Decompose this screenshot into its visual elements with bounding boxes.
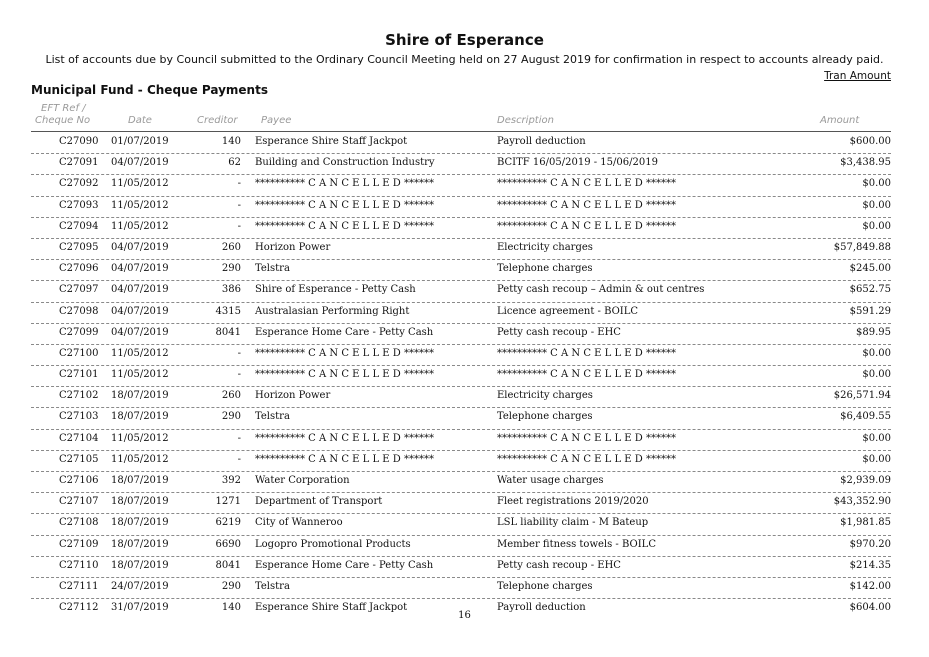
cheque-number: C27090 [59,136,99,147]
table-row [31,514,891,535]
payee-name: City of Wanneroo [255,517,343,529]
payment-description: ********** C A N C E L L E D ****** [497,347,676,359]
payment-description: Petty cash recoup - EHC [497,559,621,571]
table-row [31,493,891,514]
table-row [31,578,891,599]
table-row [31,387,891,408]
column-header-date: Date [128,115,152,126]
column-header-creditor: Creditor [197,115,238,126]
section-heading: Municipal Fund - Cheque Payments [31,83,268,97]
creditor-id: 290 [221,580,241,592]
payment-amount: $3,438.95 [840,157,891,169]
table-row [31,281,891,302]
table-row [31,239,891,260]
payment-amount: $591.29 [849,305,891,317]
table-row [31,175,891,196]
payment-date: 11/05/2012 [111,199,169,211]
payment-date: 04/07/2019 [111,326,169,338]
payment-amount: $26,571.94 [833,390,891,402]
cheque-number: C27104 [59,432,99,444]
table-row [31,536,891,557]
payee-name: ********** C A N C E L L E D ****** [255,178,434,190]
cheque-number: C27107 [59,496,99,508]
table-row [31,451,891,472]
creditor-id: - [237,199,241,211]
cheque-number: C27103 [59,411,99,423]
cheque-number: C27091 [59,157,99,169]
payment-amount: $57,849.88 [833,241,891,253]
payment-date: 18/07/2019 [111,475,169,486]
payment-date: 04/07/2019 [111,284,169,296]
column-header-amount: Amount [820,115,860,126]
document-title: Shire of Esperance [385,31,544,49]
cheque-number: C27094 [59,220,99,232]
payee-name: Logopro Promotional Products [255,538,411,550]
payee-name: Australasian Performing Right [255,305,410,317]
payment-date: 11/05/2012 [111,369,169,381]
payment-amount: $142.00 [849,580,891,592]
payment-amount: $6,409.55 [840,411,891,423]
payment-description: Telephone charges [497,263,593,275]
payment-date: 11/05/2012 [111,220,169,232]
creditor-id: - [237,453,241,465]
creditor-id: - [237,220,241,232]
payee-name: Horizon Power [255,390,331,402]
cheque-number: C27100 [59,347,99,359]
creditor-id: 8041 [215,559,241,571]
payment-date: 11/05/2012 [111,453,169,465]
payment-date: 18/07/2019 [111,517,169,529]
table-row [31,345,891,366]
payment-date: 04/07/2019 [111,305,169,317]
creditor-id: 6690 [215,538,241,550]
payment-date: 11/05/2012 [111,178,169,190]
payee-name: Telstra [255,263,290,275]
creditor-id: 62 [228,157,241,169]
table-row [31,154,891,175]
column-header-ref-line2: Cheque No [35,115,91,126]
payment-date: 11/05/2012 [111,432,169,444]
table-row [31,472,891,493]
payment-description: Telephone charges [497,580,593,592]
payment-amount: $600.00 [849,136,891,147]
payment-description: Electricity charges [497,241,593,253]
payee-name: Horizon Power [255,241,331,253]
creditor-id: 140 [221,136,241,147]
payment-description: BCITF 16/05/2019 - 15/06/2019 [497,157,658,169]
table-row [31,408,891,429]
payee-name: Esperance Home Care - Petty Cash [255,559,434,571]
creditor-id: - [237,178,241,190]
payment-description: LSL liability claim - M Bateup [497,517,649,529]
payment-amount: $89.95 [856,326,891,338]
payee-name: Shire of Esperance - Petty Cash [255,284,416,296]
table-row [31,366,891,387]
payment-amount: $0.00 [862,220,891,232]
payment-description: Petty cash recoup – Admin & out centres [497,284,705,296]
payee-name: Telstra [255,411,290,423]
creditor-id: 140 [221,602,241,614]
payment-date: 04/07/2019 [111,157,169,169]
creditor-id: - [237,369,241,381]
payment-date: 31/07/2019 [111,602,169,614]
payment-description: ********** C A N C E L L E D ****** [497,220,676,232]
payment-amount: $970.20 [849,538,891,550]
creditor-id: 392 [221,475,241,486]
payment-description: Licence agreement - BOILC [497,305,639,317]
payee-name: ********** C A N C E L L E D ****** [255,369,434,381]
payment-description: Petty cash recoup - EHC [497,326,621,338]
creditor-id: 260 [221,241,241,253]
payment-amount: $0.00 [862,369,891,381]
payment-description: ********** C A N C E L L E D ****** [497,369,676,381]
payment-amount: $0.00 [862,178,891,190]
payment-amount: $1,981.85 [840,517,891,529]
payment-description: Payroll deduction [497,136,586,147]
header-divider [31,131,891,132]
payment-date: 18/07/2019 [111,538,169,550]
payment-amount: $245.00 [849,263,891,275]
payment-amount: $0.00 [862,453,891,465]
payment-amount: $214.35 [849,559,891,571]
payment-description: ********** C A N C E L L E D ****** [497,432,676,444]
payee-name: ********** C A N C E L L E D ****** [255,347,434,359]
payment-date: 04/07/2019 [111,263,169,275]
column-header-description: Description [497,115,554,126]
creditor-id: 386 [221,284,241,296]
payment-description: ********** C A N C E L L E D ****** [497,453,676,465]
creditor-id: - [237,347,241,359]
payment-amount: $604.00 [849,602,891,614]
table-row [31,557,891,578]
payment-amount: $43,352.90 [833,496,891,508]
payment-amount: $2,939.09 [840,475,891,486]
payment-description: Water usage charges [497,475,604,486]
cheque-number: C27102 [59,390,99,402]
payment-date: 04/07/2019 [111,241,169,253]
cheque-number: C27093 [59,199,99,211]
table-row [31,260,891,281]
creditor-id: 6219 [215,517,241,529]
creditor-id: 1271 [215,496,241,508]
payment-description: Payroll deduction [497,602,586,614]
payment-date: 18/07/2019 [111,496,169,508]
cheque-number: C27099 [59,326,99,338]
payment-date: 18/07/2019 [111,411,169,423]
cheque-number: C27105 [59,453,99,465]
payee-name: ********** C A N C E L L E D ****** [255,199,434,211]
creditor-id: 290 [221,263,241,275]
payment-date: 18/07/2019 [111,390,169,402]
cheque-number: C27097 [59,284,99,296]
payee-name: ********** C A N C E L L E D ****** [255,432,434,444]
payment-description: ********** C A N C E L L E D ****** [497,178,676,190]
table-row [31,133,891,154]
tran-amount-label: Tran Amount [824,70,891,82]
document-subtitle: List of accounts due by Council submitted to the Ordinary Council Meeting held on 27 August 2019 for confirmation in respect to accounts already paid. [45,53,884,66]
cheque-number: C27098 [59,305,99,317]
payment-description: Fleet registrations 2019/2020 [497,496,649,508]
payment-date: 18/07/2019 [111,559,169,571]
cheque-number: C27111 [59,580,99,592]
payment-date: 01/07/2019 [111,136,169,147]
table-row [31,218,891,239]
payee-name: Esperance Home Care - Petty Cash [255,326,434,338]
page-number: 16 [458,610,471,621]
payment-description: Telephone charges [497,411,593,423]
payment-amount: $0.00 [862,347,891,359]
payment-description: Member fitness towels - BOILC [497,538,656,550]
creditor-id: 290 [221,411,241,423]
payment-amount: $0.00 [862,199,891,211]
creditor-id: 8041 [215,326,241,338]
cheque-number: C27106 [59,475,99,486]
column-header-payee: Payee [261,115,292,126]
table-row [31,197,891,218]
payee-name: Department of Transport [255,496,383,508]
payee-name: ********** C A N C E L L E D ****** [255,453,434,465]
creditor-id: - [237,432,241,444]
cheque-number: C27092 [59,178,99,190]
payment-description: Electricity charges [497,390,593,402]
column-header-ref-line1: EFT Ref / [41,103,86,114]
cheque-number: C27095 [59,241,99,253]
cheque-number: C27096 [59,263,99,275]
payee-name: Esperance Shire Staff Jackpot [255,602,408,614]
payment-description: ********** C A N C E L L E D ****** [497,199,676,211]
payee-name: Telstra [255,580,290,592]
creditor-id: 260 [221,390,241,402]
payment-date: 24/07/2019 [111,580,169,592]
cheque-number: C27109 [59,538,99,550]
payee-name: Building and Construction Industry [255,157,435,169]
cheque-number: C27110 [59,559,99,571]
payee-name: Water Corporation [255,475,350,486]
table-row [31,303,891,324]
creditor-id: 4315 [215,305,241,317]
table-row [31,430,891,451]
payment-date: 11/05/2012 [111,347,169,359]
payee-name: Esperance Shire Staff Jackpot [255,136,408,147]
payments-table [31,133,891,619]
cheque-number: C27108 [59,517,99,529]
payment-amount: $0.00 [862,432,891,444]
cheque-number: C27112 [59,602,99,614]
payment-amount: $652.75 [849,284,891,296]
table-row [31,324,891,345]
cheque-number: C27101 [59,369,99,381]
payee-name: ********** C A N C E L L E D ****** [255,220,434,232]
